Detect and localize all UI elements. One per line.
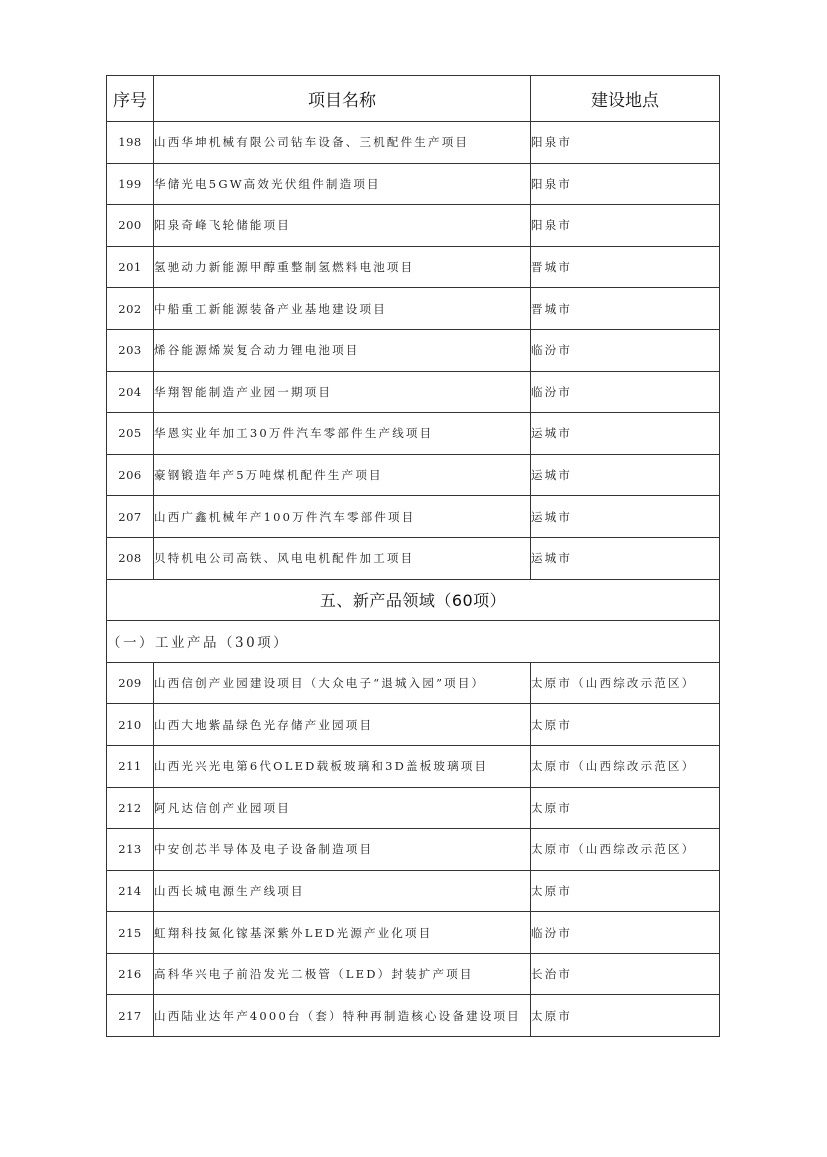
subsection-title: （一）工业产品（30项） [107,621,720,663]
table-row [107,454,720,496]
location-cell: 太原市（山西综改示范区） [531,662,720,704]
table-row [107,995,720,1037]
location-cell: 阳泉市 [531,163,720,205]
section-title: 五、新产品领域（60项） [107,579,720,621]
table-row [107,496,720,538]
serial-no-cell: 200 [107,205,154,247]
location-cell: 太原市 [531,704,720,746]
table-header-row [107,76,720,122]
table-row [107,704,720,746]
location-cell: 运城市 [531,496,720,538]
subsection-header-row [107,621,720,663]
serial-no-cell: 204 [107,371,154,413]
project-name-cell: 山西广鑫机械年产100万件汽车零部件项目 [154,496,531,538]
project-name-cell: 中安创芯半导体及电子设备制造项目 [154,829,531,871]
project-name-cell: 氢驰动力新能源甲醇重整制氢燃料电池项目 [154,246,531,288]
project-table [106,75,720,1037]
serial-no-cell: 207 [107,496,154,538]
table-row [107,288,720,330]
serial-no-cell: 198 [107,122,154,164]
location-cell: 太原市（山西综改示范区） [531,829,720,871]
table-row [107,912,720,954]
location-cell: 运城市 [531,537,720,579]
table-row [107,163,720,205]
header-serial-no: 序号 [107,76,154,122]
serial-no-cell: 211 [107,745,154,787]
section-header-row [107,579,720,621]
project-name-cell: 高科华兴电子前沿发光二极管（LED）封装扩产项目 [154,953,531,995]
table-row [107,870,720,912]
serial-no-cell: 214 [107,870,154,912]
project-name-cell: 阳泉奇峰飞轮储能项目 [154,205,531,247]
serial-no-cell: 202 [107,288,154,330]
table-row [107,371,720,413]
serial-no-cell: 201 [107,246,154,288]
table-row [107,413,720,455]
serial-no-cell: 205 [107,413,154,455]
location-cell: 长治市 [531,953,720,995]
serial-no-cell: 213 [107,829,154,871]
location-cell: 临汾市 [531,912,720,954]
serial-no-cell: 206 [107,454,154,496]
project-name-cell: 山西光兴光电第6代OLED载板玻璃和3D盖板玻璃项目 [154,745,531,787]
table-row [107,205,720,247]
rows-after-section [107,662,720,1036]
location-cell: 阳泉市 [531,122,720,164]
section-rows [107,579,720,662]
project-name-cell: 华翔智能制造产业园一期项目 [154,371,531,413]
table-row [107,246,720,288]
location-cell: 临汾市 [531,329,720,371]
serial-no-cell: 210 [107,704,154,746]
location-cell: 太原市（山西综改示范区） [531,745,720,787]
location-cell: 晋城市 [531,288,720,330]
location-cell: 运城市 [531,454,720,496]
table-row [107,745,720,787]
serial-no-cell: 217 [107,995,154,1037]
table-row [107,329,720,371]
table-row [107,662,720,704]
table-row [107,537,720,579]
serial-no-cell: 208 [107,537,154,579]
location-cell: 晋城市 [531,246,720,288]
header-location: 建设地点 [531,76,720,122]
table-row [107,829,720,871]
project-name-cell: 虹翔科技氮化镓基深紫外LED光源产业化项目 [154,912,531,954]
project-name-cell: 烯谷能源烯炭复合动力锂电池项目 [154,329,531,371]
serial-no-cell: 215 [107,912,154,954]
project-name-cell: 华储光电5GW高效光伏组件制造项目 [154,163,531,205]
project-name-cell: 中船重工新能源装备产业基地建设项目 [154,288,531,330]
project-name-cell: 豪钢锻造年产5万吨煤机配件生产项目 [154,454,531,496]
project-name-cell: 山西长城电源生产线项目 [154,870,531,912]
rows-before-section [107,122,720,580]
serial-no-cell: 209 [107,662,154,704]
table-row [107,787,720,829]
header-project-name: 项目名称 [154,76,531,122]
project-name-cell: 贝特机电公司高铁、风电电机配件加工项目 [154,537,531,579]
table-row [107,953,720,995]
serial-no-cell: 203 [107,329,154,371]
location-cell: 临汾市 [531,371,720,413]
project-name-cell: 山西华坤机械有限公司钻车设备、三机配件生产项目 [154,122,531,164]
serial-no-cell: 216 [107,953,154,995]
location-cell: 阳泉市 [531,205,720,247]
project-name-cell: 山西大地紫晶绿色光存储产业园项目 [154,704,531,746]
project-name-cell: 山西陆业达年产4000台（套）特种再制造核心设备建设项目 [154,995,531,1037]
project-name-cell: 华恩实业年加工30万件汽车零部件生产线项目 [154,413,531,455]
location-cell: 太原市 [531,995,720,1037]
location-cell: 太原市 [531,787,720,829]
serial-no-cell: 199 [107,163,154,205]
project-name-cell: 山西信创产业园建设项目（大众电子“退城入园”项目） [154,662,531,704]
table-row [107,122,720,164]
location-cell: 运城市 [531,413,720,455]
project-name-cell: 阿凡达信创产业园项目 [154,787,531,829]
serial-no-cell: 212 [107,787,154,829]
location-cell: 太原市 [531,870,720,912]
